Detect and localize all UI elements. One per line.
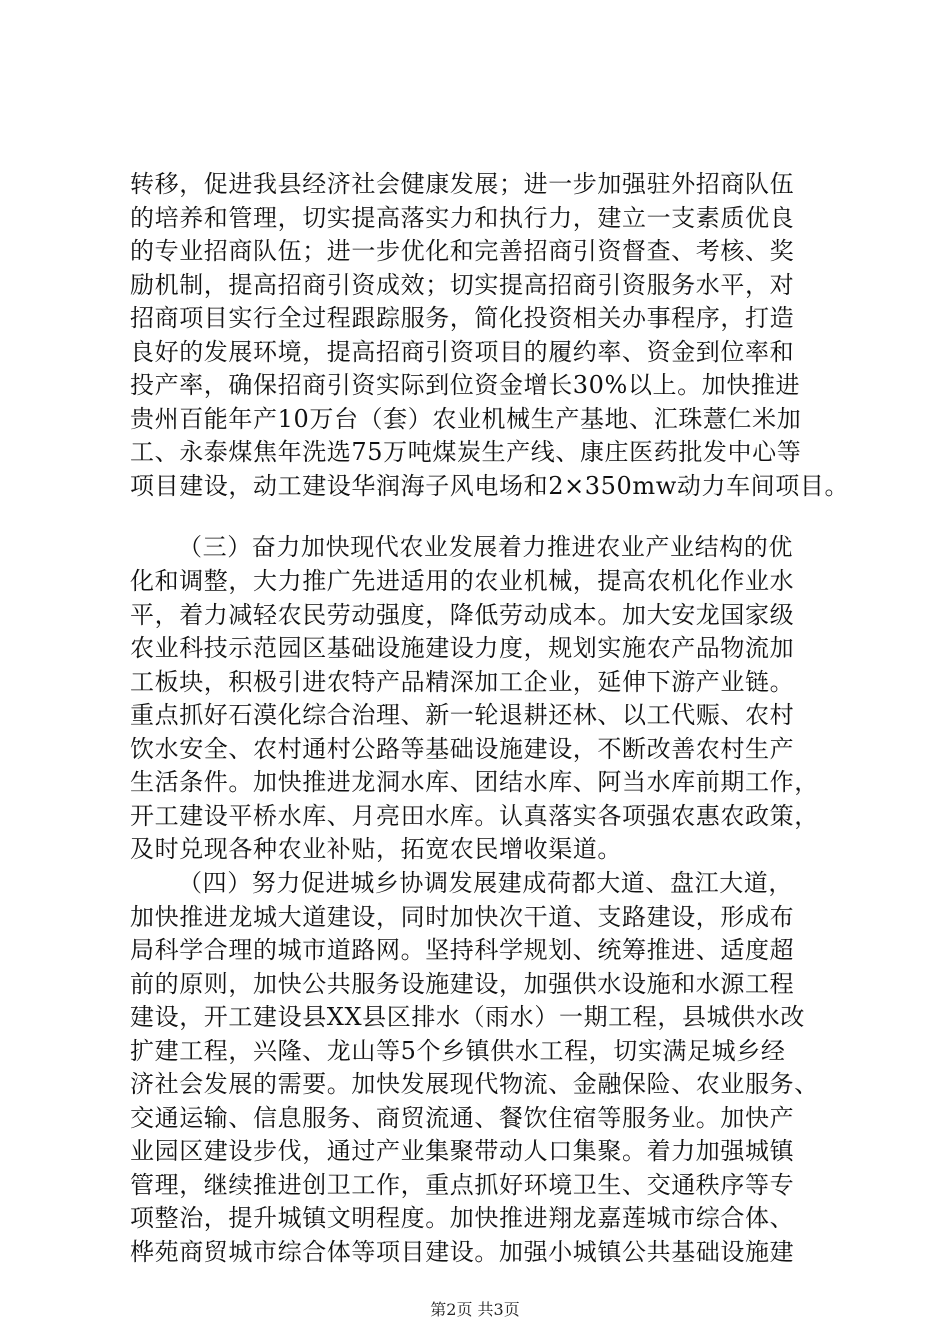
paragraph-2-line-7: 饮水安全、农村通村公路等基础设施建设，不断改善农村生产 [130, 735, 795, 763]
paragraph-2-line-10: 及时兑现各种农业补贴，拓宽农民增收渠道。 [130, 835, 622, 863]
paragraph-2-line-4: 农业科技示范园区基础设施建设力度，规划实施农产品物流加 [130, 634, 795, 662]
paragraph-1-line-4: 励机制，提高招商引资成效；切实提高招商引资服务水平，对 [130, 271, 795, 299]
paragraph-3-line-1: （四）努力促进城乡协调发展建成荷都大道、盘江大道， [178, 869, 793, 897]
paragraph-3-line-10: 管理，继续推进创卫工作，重点抓好环境卫生、交通秩序等专 [130, 1171, 795, 1199]
paragraph-1-line-3: 的专业招商队伍；进一步优化和完善招商引资督查、考核、奖 [130, 237, 795, 265]
paragraph-1-line-6: 良好的发展环境，提高招商引资项目的履约率、资金到位率和 [130, 338, 795, 366]
paragraph-1-line-1: 转移，促进我县经济社会健康发展；进一步加强驻外招商队伍 [130, 170, 795, 198]
paragraph-2-line-9: 开工建设平桥水库、月亮田水库。认真落实各项强农惠农政策， [130, 802, 819, 830]
paragraph-3-line-2: 加快推进龙城大道建设，同时加快次干道、支路建设，形成布 [130, 903, 795, 931]
paragraph-2-line-6: 重点抓好石漠化综合治理、新一轮退耕还林、以工代赈、农村 [130, 701, 795, 729]
paragraph-3-line-11: 项整治，提升城镇文明程度。加快推进翔龙嘉莲城市综合体、 [130, 1204, 795, 1232]
paragraph-1-line-5: 招商项目实行全过程跟踪服务，简化投资相关办事程序，打造 [130, 304, 795, 332]
paragraph-3-line-7: 济社会发展的需要。加快发展现代物流、金融保险、农业服务、 [130, 1070, 819, 1098]
paragraph-1-line-2: 的培养和管理，切实提高落实力和执行力，建立一支素质优良 [130, 204, 795, 232]
paragraph-3-line-5: 建设，开工建设县XX县区排水（雨水）一期工程，县城供水改 [130, 1003, 805, 1031]
paragraph-3-line-6: 扩建工程，兴隆、龙山等5个乡镇供水工程，切实满足城乡经 [130, 1037, 786, 1065]
paragraph-3-line-4: 前的原则，加快公共服务设施建设，加强供水设施和水源工程 [130, 970, 795, 998]
paragraph-1-line-9: 工、永泰煤焦年洗选75万吨煤炭生产线、康庄医药批发中心等 [130, 438, 802, 466]
paragraph-2-line-2: 化和调整，大力推广先进适用的农业机械，提高农机化作业水 [130, 567, 795, 595]
page-number-footer: 第2页 共3页 [430, 1300, 520, 1319]
paragraph-2-line-8: 生活条件。加快推进龙洞水库、团结水库、阿当水库前期工作， [130, 768, 819, 796]
paragraph-3-line-3: 局科学合理的城市道路网。坚持科学规划、统筹推进、适度超 [130, 936, 795, 964]
paragraph-3-line-8: 交通运输、信息服务、商贸流通、餐饮住宿等服务业。加快产 [130, 1104, 795, 1132]
paragraph-1-line-7: 投产率，确保招商引资实际到位资金增长30%以上。加快推进 [130, 371, 801, 399]
paragraph-1-line-10: 项目建设，动工建设华润海子风电场和2×350mw动力车间项目。 [130, 472, 850, 500]
paragraph-2-line-5: 工板块，积极引进农特产品精深加工企业，延伸下游产业链。 [130, 668, 795, 696]
paragraph-3-line-12: 桦苑商贸城市综合体等项目建设。加强小城镇公共基础设施建 [130, 1238, 795, 1266]
paragraph-2-line-3: 平，着力减轻农民劳动强度，降低劳动成本。加大安龙国家级 [130, 601, 795, 629]
paragraph-3-line-9: 业园区建设步伐，通过产业集聚带动人口集聚。着力加强城镇 [130, 1137, 795, 1165]
paragraph-2-line-1: （三）奋力加快现代农业发展着力推进农业产业结构的优 [178, 533, 793, 561]
paragraph-1-line-8: 贵州百能年产10万台（套）农业机械生产基地、汇珠薏仁米加 [130, 405, 802, 433]
